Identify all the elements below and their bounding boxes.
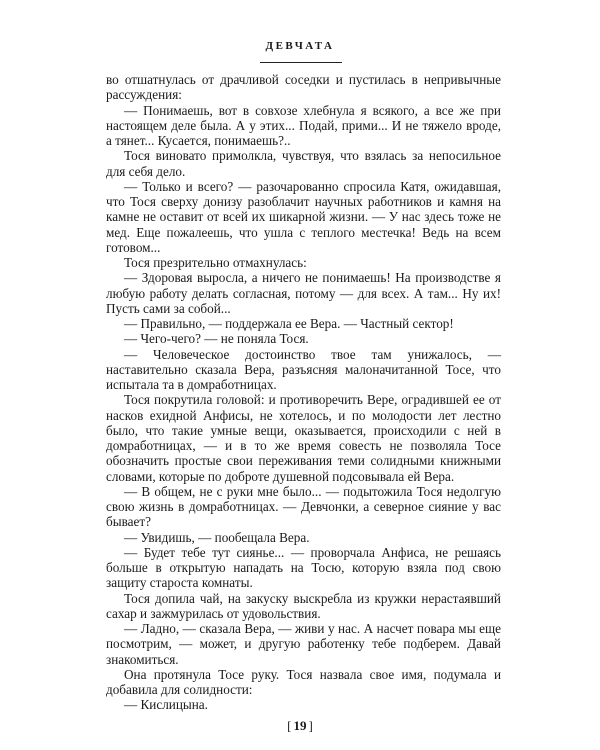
body-text	[106, 72, 501, 713]
bracket-left: [	[287, 718, 292, 733]
paragraph-5: Тося презрительно отмахнулась:	[124, 255, 307, 270]
paragraph-2: — Понимаешь, вот в совхозе хлебнула я всякого, а все же при настоящем деле была. А у этих... Подай, прими... И не тяжело вроде, а тянет... Кусается, понимаешь?..	[106, 102, 501, 148]
header-rule	[260, 62, 342, 63]
paragraph-1: во отшатнулась от драчливой соседки и пустилась в непривычные рассуждения:	[106, 72, 501, 103]
paragraph-9: — Человеческое достоинство твое там унижалось, — наставительно сказала Вера, разъясняя малоначитанной Тосе, что испытала та в домработницах.	[106, 346, 501, 392]
paragraph-4: — Только и всего? — разочарованно спросила Катя, ожидавшая, что Тося сверху донизу разоблачит научных работников и камня на камне не оставит от всей их шикарной жизни. — У нас здесь тоже не мед. Еще пожалеешь, что ушла с теплого местечка! Ведь на всем готовом...	[106, 178, 501, 255]
paragraph-17: — Кислицына.	[124, 697, 208, 713]
paragraph-16: Она протянула Тосе руку. Тося назвала свое имя, подумала и добавила для солидности:	[106, 666, 501, 697]
paragraph-10: Тося покрутила головой: и противоречить Вере, оградившей ее от насков ехидной Анфисы, не хотелось, и по молодости лет лестно было, что такие умные вещи, оказывается, происходили с ней в домработницах, — и в то же время совесть не позволяла Тосе обозначить простые свои переживания теми солидными книжными словами, которые по доброте душевной подсовывала ей Вера.	[106, 392, 501, 484]
page-number-block	[0, 718, 600, 734]
paragraph-7: — Правильно, — поддержала ее Вера. — Частный сектор!	[124, 316, 454, 331]
page-number: 19	[293, 718, 307, 733]
paragraph-15: — Ладно, — сказала Вера, — живи у нас. А насчет повара мы еще посмотрим, — может, и другую работенку тебе подберем. Давай знакомиться.	[106, 621, 501, 667]
paragraph-12: — Увидишь, — пообещала Вера.	[124, 529, 310, 545]
paragraph-3: Тося виновато примолкла, чувствуя, что взялась за непосильное для себя дело.	[106, 148, 501, 179]
paragraph-11: — В общем, не с руки мне было... — подытожила Тося недолгую свою жизнь в домработницах. — Девчонки, а северное сияние у вас бывает?	[106, 483, 501, 530]
paragraph-8: — Чего-чего? — не поняла Тося.	[124, 331, 309, 347]
paragraph-6: — Здоровая выросла, а ничего не понимаешь! На производстве я любую работу делать согласная, потому — для всех. А там... Ну их! Пусть сами за собой...	[106, 270, 501, 316]
bracket-right: ]	[308, 718, 313, 733]
running-title: ДЕВЧАТА	[265, 40, 335, 52]
paragraph-14: Тося допила чай, на закуску выскребла из кружки нерастаявший сахар и зажмурилась от удовольствия.	[106, 590, 501, 621]
paragraph-13: — Будет тебе тут сиянье... — проворчала Анфиса, не решаясь больше в открытую нападать на Тосю, которую взяла под свою защиту староста комнаты.	[106, 544, 501, 591]
